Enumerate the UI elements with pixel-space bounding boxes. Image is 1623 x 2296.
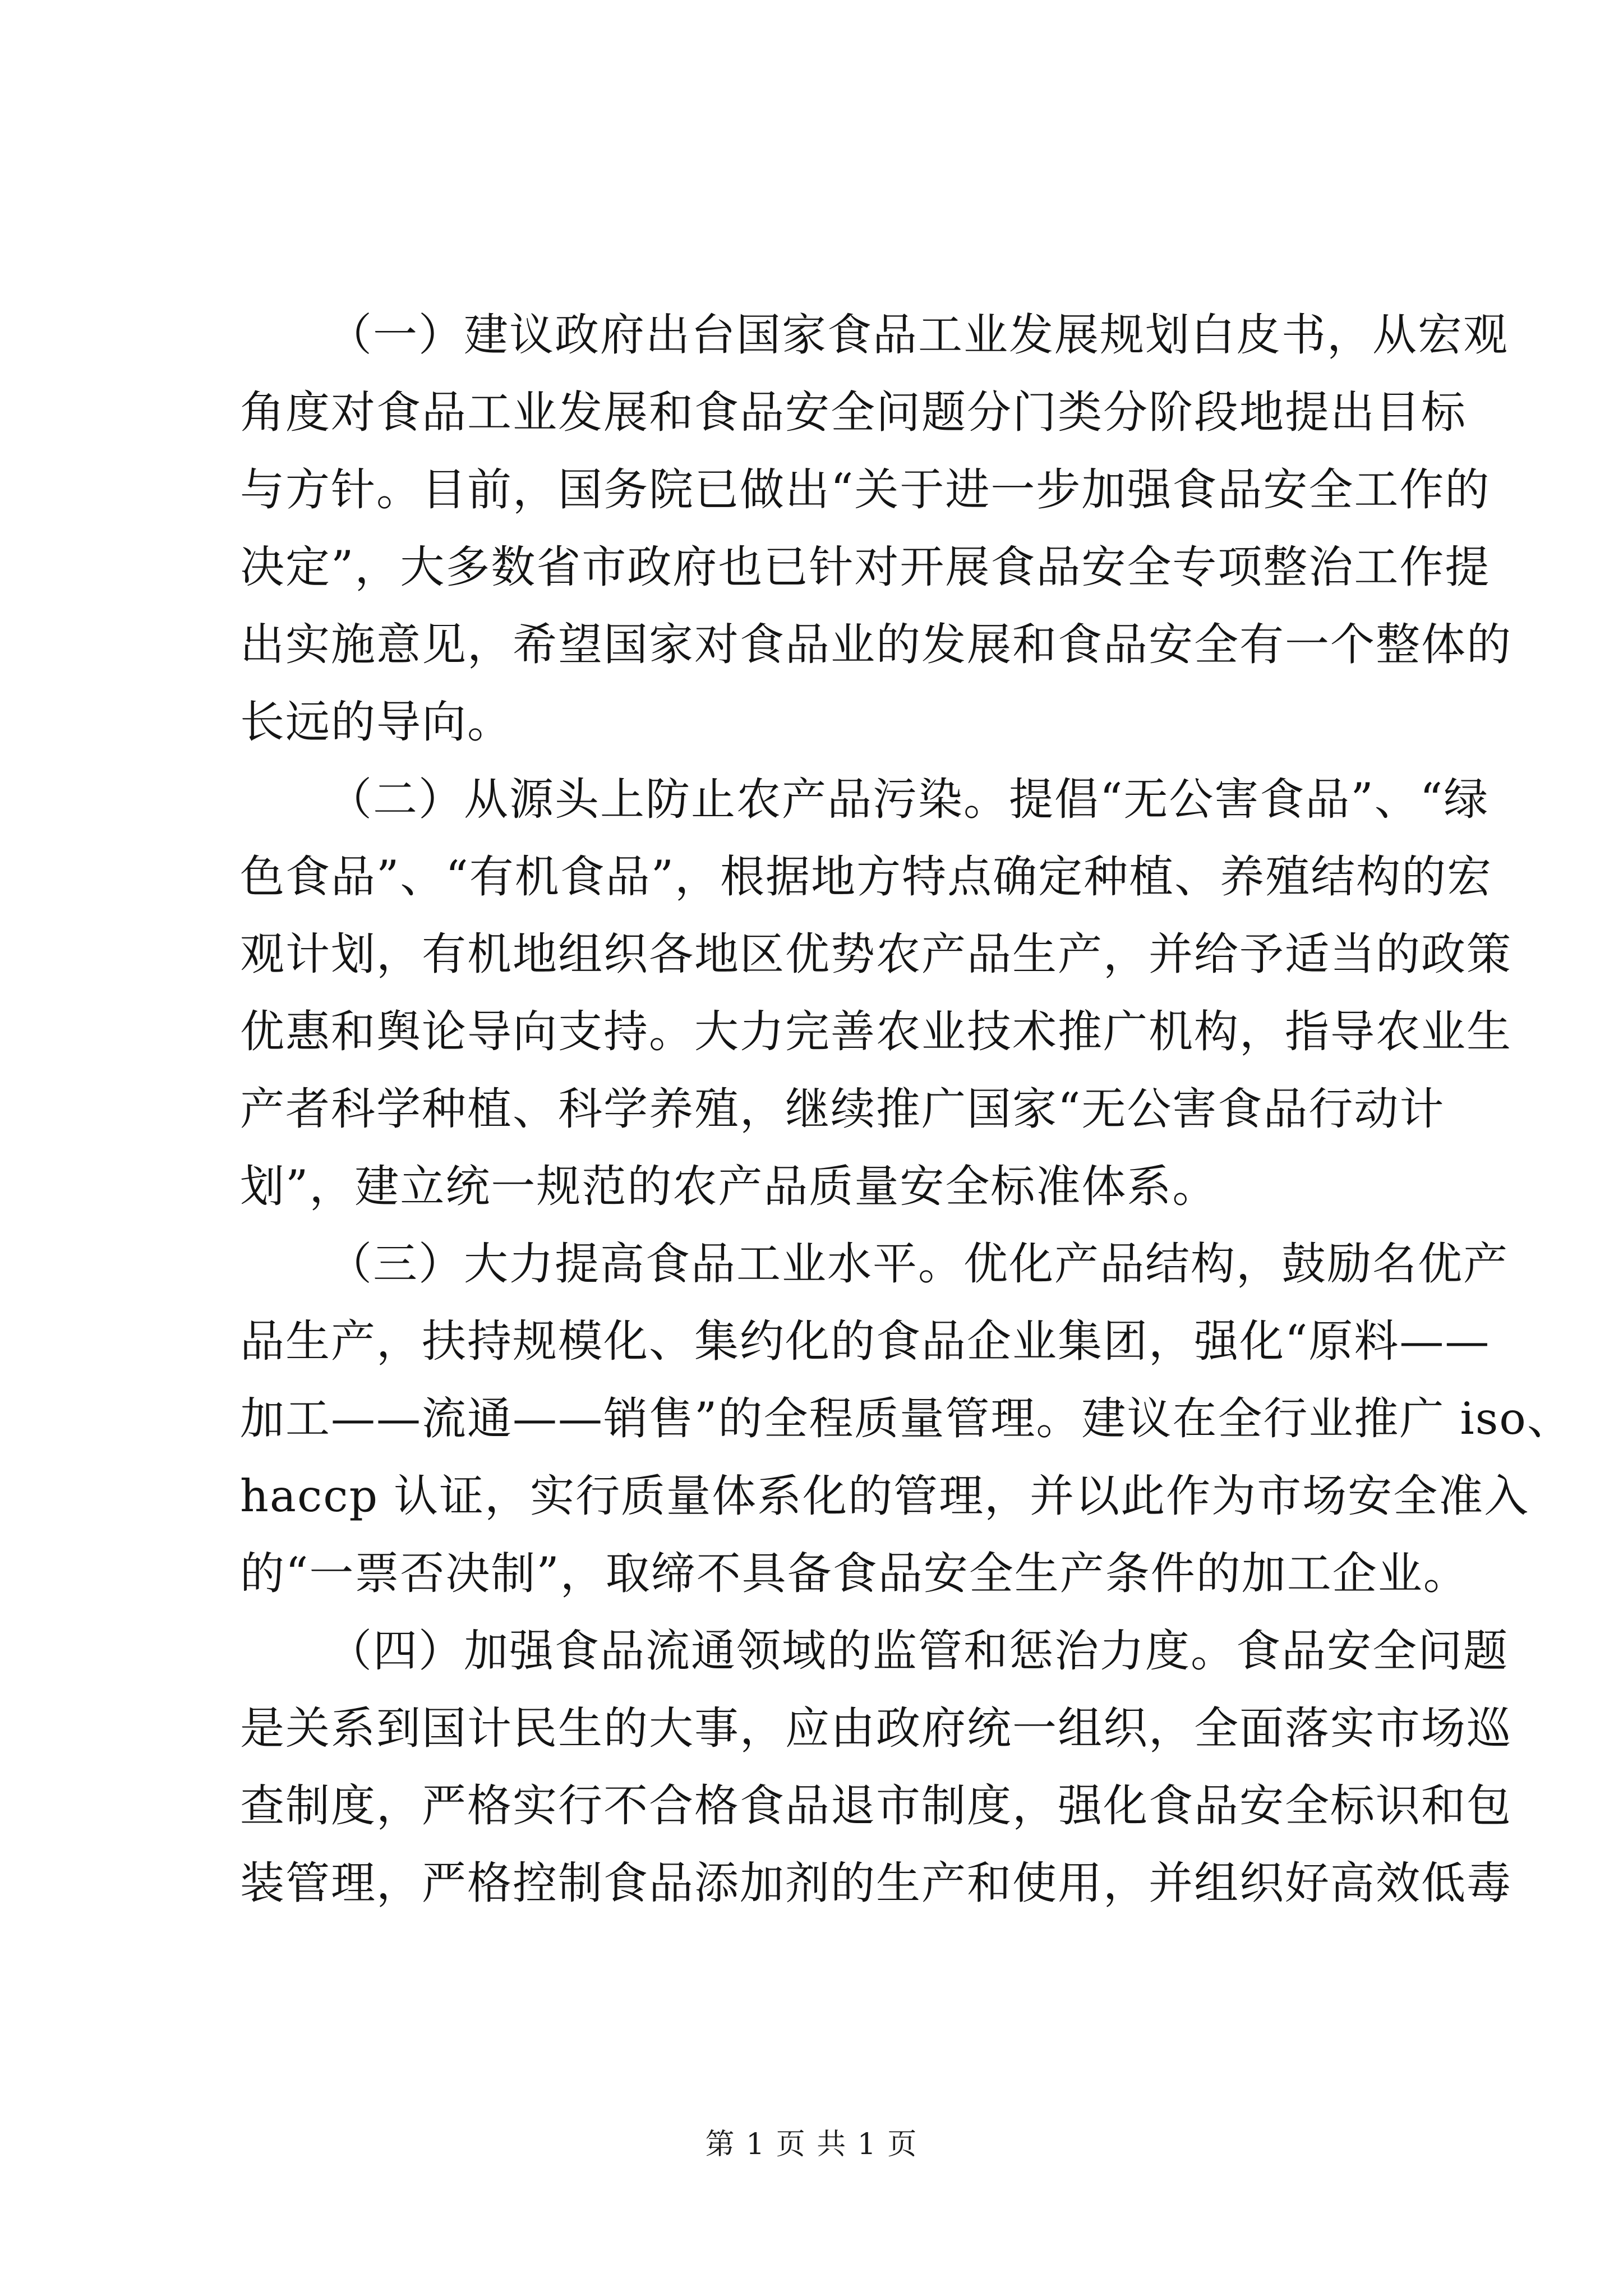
document-body [240,296,1573,1922]
text-line: 的“一票否决制”，取缔不具备食品安全生产条件的加工企业。 [240,1548,1469,1599]
text-line: （四）加强食品流通领域的监管和惩治力度。食品安全问题 [328,1625,1509,1677]
text-line: 查制度，严格实行不合格食品退市制度，强化食品安全标识和包 [240,1780,1512,1832]
text-line: 优惠和舆论导向支持。大力完善农业技术推广机构，指导农业生 [240,1006,1512,1057]
page-number-footer: 第 1 页 共 1 页 [705,2128,918,2161]
text-line: 与方针。目前，国务院已做出“关于进一步加强食品安全工作的 [240,464,1491,516]
paragraph-4 [240,1612,1512,1922]
text-line: 决定”，大多数省市政府也已针对开展食品安全专项整治工作提 [240,541,1491,593]
text-line: 是关系到国计民生的大事，应由政府统一组织，全面落实市场巡 [240,1703,1512,1754]
text-line: 长远的导向。 [240,696,513,748]
text-line: 产者科学种植、科学养殖，继续推广国家“无公害食品行动计 [240,1083,1445,1135]
text-line: 观计划，有机地组织各地区优势农产品生产，并给予适当的政策 [240,928,1512,980]
text-line: （三）大力提高食品工业水平。优化产品结构，鼓励名优产 [328,1238,1509,1290]
paragraph-3 [240,1225,1573,1612]
text-line: 色食品”、“有机食品”，根据地方特点确定种植、养殖结构的宏 [240,851,1493,903]
text-line: （二）从源头上防止农产品污染。提倡“无公害食品”、“绿 [328,774,1490,825]
text-line: 角度对食品工业发展和食品安全问题分门类分阶段地提出目标 [240,386,1467,438]
text-line: 品生产，扶持规模化、集约化的食品企业集团，强化“原料—— [240,1315,1491,1367]
text-line: 出实施意见，希望国家对食品业的发展和食品安全有一个整体的 [240,619,1512,670]
text-line: （一）建议政府出台国家食品工业发展规划白皮书，从宏观 [328,309,1509,361]
text-line: 划”，建立统一规范的农产品质量安全标准体系。 [240,1161,1218,1212]
paragraph-2 [240,761,1512,1225]
text-line: 加工——流通——销售”的全程质量管理。建议在全行业推广 iso、 [240,1393,1573,1444]
text-line: haccp 认证，实行质量体系化的管理，并以此作为市场安全准入 [240,1470,1530,1522]
paragraph-1 [240,296,1512,761]
text-line: 装管理，严格控制食品添加剂的生产和使用，并组织好高效低毒 [240,1857,1512,1909]
